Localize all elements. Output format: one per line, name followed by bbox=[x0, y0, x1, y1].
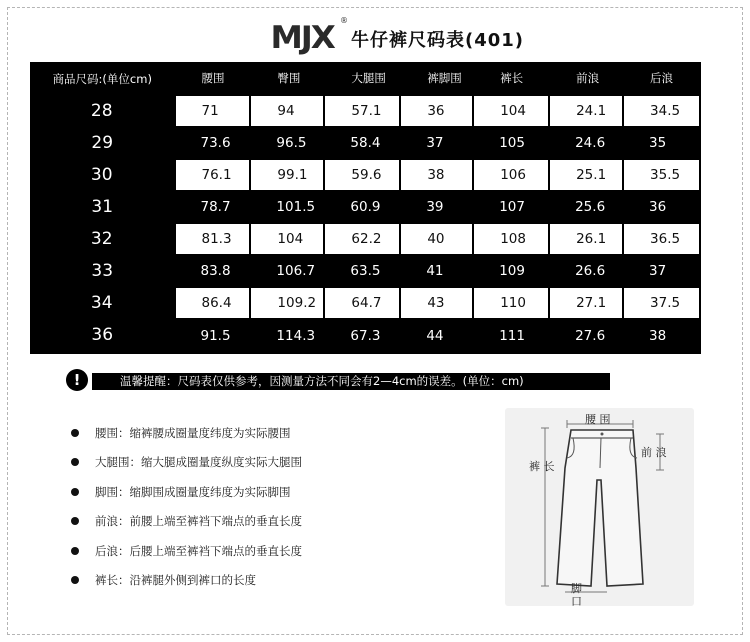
bullet-icon bbox=[71, 488, 79, 496]
measurement-cell: 26.1 bbox=[549, 223, 623, 255]
size-table-container bbox=[30, 62, 701, 354]
measurement-cell: 27.1 bbox=[549, 287, 623, 319]
measurement-cell: 86.4 bbox=[175, 287, 251, 319]
header-front-rise: 前浪 bbox=[576, 71, 600, 85]
measurement-cell: 58.4 bbox=[324, 127, 400, 159]
measurement-cell: 41 bbox=[400, 255, 473, 287]
size-cell: 28 bbox=[90, 101, 113, 121]
brand-logo: MJX bbox=[270, 20, 334, 56]
measurement-cell: 111 bbox=[473, 319, 549, 351]
measurement-cell: 73.6 bbox=[175, 127, 251, 159]
measurement-cell: 62.2 bbox=[324, 223, 400, 255]
header bbox=[0, 16, 750, 56]
table-row bbox=[30, 287, 700, 319]
measurement-cell: 106 bbox=[473, 159, 549, 191]
measurement-cell: 26.6 bbox=[549, 255, 623, 287]
header-length: 裤长 bbox=[500, 71, 524, 85]
measurement-cell: 78.7 bbox=[175, 191, 251, 223]
table-row bbox=[30, 191, 700, 223]
measurement-cell: 81.3 bbox=[175, 223, 251, 255]
definition-item bbox=[68, 452, 488, 481]
definition-text: 后浪：后腰上端至裤裆下端点的垂直长度 bbox=[95, 543, 302, 558]
size-cell: 36 bbox=[91, 325, 114, 345]
bullet-icon bbox=[71, 576, 79, 584]
definition-text: 腰围：缩裤腰成圈量度纬度为实际腰围 bbox=[95, 426, 291, 440]
warning-note bbox=[66, 369, 616, 393]
measurement-cell: 34.5 bbox=[623, 95, 700, 127]
measurement-cell: 109 bbox=[473, 255, 549, 287]
exclamation-icon: ! bbox=[66, 369, 88, 391]
definition-text: 脚围：缩脚围成圈量度纬度为实际脚围 bbox=[95, 484, 291, 499]
measurement-cell: 24.1 bbox=[549, 95, 623, 127]
measurement-cell: 25.1 bbox=[549, 159, 623, 191]
definition-item bbox=[68, 423, 488, 452]
measurement-cell: 63.5 bbox=[324, 255, 400, 287]
bullet-icon bbox=[71, 547, 79, 555]
measurement-cell: 83.8 bbox=[175, 255, 251, 287]
measurement-cell: 40 bbox=[400, 223, 473, 255]
measurement-cell: 106.7 bbox=[250, 255, 324, 287]
table-row bbox=[30, 95, 700, 127]
hem-label-top: 脚 bbox=[571, 582, 582, 595]
measurement-cell: 60.9 bbox=[324, 191, 400, 223]
measurement-cell: 71 bbox=[175, 95, 251, 127]
length-label: 裤 长 bbox=[529, 460, 555, 473]
measurement-cell: 24.6 bbox=[549, 127, 623, 159]
measurement-cell: 39 bbox=[400, 191, 473, 223]
measurement-cell: 37 bbox=[400, 127, 473, 159]
measurement-cell: 91.5 bbox=[175, 319, 251, 351]
table-row bbox=[30, 159, 700, 191]
jeans-measurement-diagram bbox=[505, 408, 694, 606]
measurement-cell: 110 bbox=[473, 287, 549, 319]
measurement-cell: 104 bbox=[473, 95, 549, 127]
bullet-icon bbox=[71, 429, 79, 437]
measurement-cell: 38 bbox=[623, 319, 700, 351]
measurement-cell: 107 bbox=[473, 191, 549, 223]
size-table bbox=[30, 62, 701, 351]
size-cell: 32 bbox=[90, 229, 113, 249]
table-row bbox=[30, 255, 700, 287]
measurement-cell: 25.6 bbox=[549, 191, 623, 223]
measurement-cell: 59.6 bbox=[324, 159, 400, 191]
measurement-cell: 35 bbox=[623, 127, 700, 159]
definition-text: 裤长：沿裤腿外侧到裤口的长度 bbox=[95, 572, 256, 587]
definition-item bbox=[68, 482, 488, 511]
measurement-cell: 37 bbox=[623, 255, 700, 287]
measurement-cell: 36 bbox=[400, 95, 473, 127]
measurement-cell: 43 bbox=[400, 287, 473, 319]
bullet-icon bbox=[71, 458, 79, 466]
measurement-cell: 109.2 bbox=[250, 287, 324, 319]
jeans-icon bbox=[505, 408, 694, 606]
measurement-cell: 27.6 bbox=[549, 319, 623, 351]
measurement-cell: 99.1 bbox=[250, 159, 324, 191]
bullet-icon bbox=[71, 517, 79, 525]
measurement-cell: 64.7 bbox=[324, 287, 400, 319]
waist-label: 腰 围 bbox=[585, 413, 611, 426]
measurement-cell: 36.5 bbox=[623, 223, 700, 255]
warning-text: 温馨提醒：尺码表仅供参考，因测量方法不同会有2—4cm的误差。(单位：cm) bbox=[92, 373, 610, 390]
header-thigh: 大腿围 bbox=[351, 71, 386, 85]
measurement-cell: 38 bbox=[400, 159, 473, 191]
measurement-cell: 35.5 bbox=[623, 159, 700, 191]
hem-label-bottom: 口 bbox=[571, 595, 582, 606]
measurement-cell: 114.3 bbox=[250, 319, 324, 351]
measurement-cell: 96.5 bbox=[250, 127, 324, 159]
measurement-cell: 37.5 bbox=[623, 287, 700, 319]
header-back-rise: 后浪 bbox=[650, 71, 674, 85]
page-title: 牛仔裤尺码表(401) bbox=[351, 30, 525, 51]
measurement-cell: 108 bbox=[473, 223, 549, 255]
measurement-cell: 57.1 bbox=[324, 95, 400, 127]
measurement-cell: 76.1 bbox=[175, 159, 251, 191]
rise-label: 前 浪 bbox=[641, 446, 667, 459]
definition-item bbox=[68, 511, 488, 540]
size-cell: 33 bbox=[91, 261, 114, 281]
header-size: 商品尺码:(单位cm) bbox=[52, 71, 152, 86]
size-cell: 29 bbox=[91, 133, 114, 153]
header-leg-opening: 裤脚围 bbox=[427, 71, 462, 85]
registered-mark: ® bbox=[340, 16, 348, 25]
table-row bbox=[30, 319, 700, 351]
size-cell: 34 bbox=[90, 293, 113, 313]
table-row bbox=[30, 127, 700, 159]
measurement-cell: 101.5 bbox=[250, 191, 324, 223]
header-hip: 臀围 bbox=[277, 71, 301, 85]
header-waist: 腰围 bbox=[201, 71, 225, 85]
definition-item bbox=[68, 541, 488, 570]
table-header-row bbox=[30, 62, 700, 95]
size-cell: 31 bbox=[91, 197, 114, 217]
size-cell: 30 bbox=[90, 165, 113, 185]
measurement-cell: 94 bbox=[250, 95, 324, 127]
measurement-cell: 105 bbox=[473, 127, 549, 159]
measurement-cell: 104 bbox=[250, 223, 324, 255]
definition-item bbox=[68, 570, 488, 599]
measurement-cell: 36 bbox=[623, 191, 700, 223]
measurement-cell: 67.3 bbox=[324, 319, 400, 351]
definition-text: 大腿围：缩大腿成圈量度纵度实际大腿围 bbox=[95, 455, 302, 470]
measurement-cell: 44 bbox=[400, 319, 473, 351]
definitions-list bbox=[68, 423, 488, 599]
definition-text: 前浪：前腰上端至裤裆下端点的垂直长度 bbox=[95, 514, 302, 529]
table-row bbox=[30, 223, 700, 255]
